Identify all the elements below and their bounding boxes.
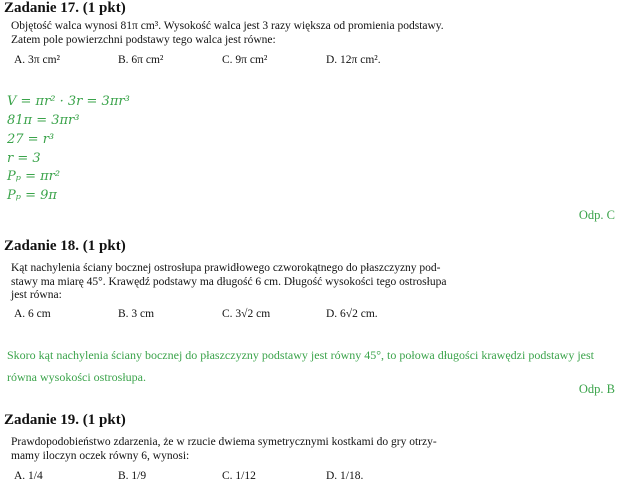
task-17-answer: Odp. C <box>578 208 615 222</box>
task-17-solution-line-6: Pₚ = 9π <box>7 188 57 203</box>
task-19-option-b: B. 1/9 <box>118 470 147 482</box>
task-17-option-d: D. 12π cm². <box>326 54 381 66</box>
task-18-solution: Skoro kąt nachylenia ściany bocznej do płaszczyzny podstawy jest równy 45°, to połowa długości krawędzi podstawy jest równa wysokości ostrosłupa. <box>7 348 594 384</box>
task-18-option-b: B. 3 cm <box>118 308 155 320</box>
task-17-solution-line-5: Pₚ = πr² <box>7 169 61 184</box>
task-17-option-a: A. 3π cm² <box>14 54 60 66</box>
task-17-option-b: B. 6π cm² <box>118 54 164 66</box>
task-18-statement-line-1: Kąt nachylenia ściany bocznej ostrosłupa prawidłowego czworokątnego do płaszczyzny pod- <box>11 262 441 274</box>
task-18-option-d: D. 6√2 cm. <box>326 308 378 320</box>
task-19-statement-line-2: mamy iloczyn oczek równy 6, wynosi: <box>11 449 190 462</box>
task-19-option-a: A. 1/4 <box>14 470 43 482</box>
task-18-title: Zadanie 18. (1 pkt) <box>4 238 126 254</box>
task-18-option-a: A. 6 cm <box>14 308 51 320</box>
task-19-statement-line-1: Prawdopodobieństwo zdarzenia, że w rzucie dwiema symetrycznymi kostkami do gry otrzy- <box>11 436 437 448</box>
task-17-statement-line-2: Zatem pole powierzchni podstawy tego walca jest równe: <box>11 33 276 46</box>
task-19-option-d: D. 1/18. <box>326 470 364 482</box>
task-17-solution-line-2: 81π = 3πr³ <box>7 113 80 128</box>
task-17-option-c: C. 9π cm² <box>222 54 268 66</box>
task-19-title: Zadanie 19. (1 pkt) <box>4 412 126 428</box>
task-17-statement <box>11 20 451 47</box>
task-17-title: Zadanie 17. (1 pkt) <box>4 0 126 16</box>
task-17-solution-line-1: V = πr² · 3r = 3πr³ <box>7 94 130 109</box>
task-18-statement-line-3: jest równa: <box>11 289 62 301</box>
task-17-solution-line-3: 27 = r³ <box>7 132 55 147</box>
task-17-statement-line-1: Objętość walca wynosi 81π cm³. Wysokość walca jest 3 razy większa od promienia podstawy. <box>11 20 444 32</box>
task-17-solution-line-4: r = 3 <box>7 151 41 166</box>
task-18-statement-line-2: stawy ma miarę 45°. Krawędź podstawy ma długość 6 cm. Długość wysokości tego ostrosłupa <box>11 275 447 288</box>
task-18-statement <box>11 262 451 303</box>
task-19-option-c: C. 1/12 <box>222 470 256 482</box>
task-18-answer: Odp. B <box>578 382 615 396</box>
task-19-statement <box>11 436 451 463</box>
task-18-option-c: C. 3√2 cm <box>222 308 271 320</box>
